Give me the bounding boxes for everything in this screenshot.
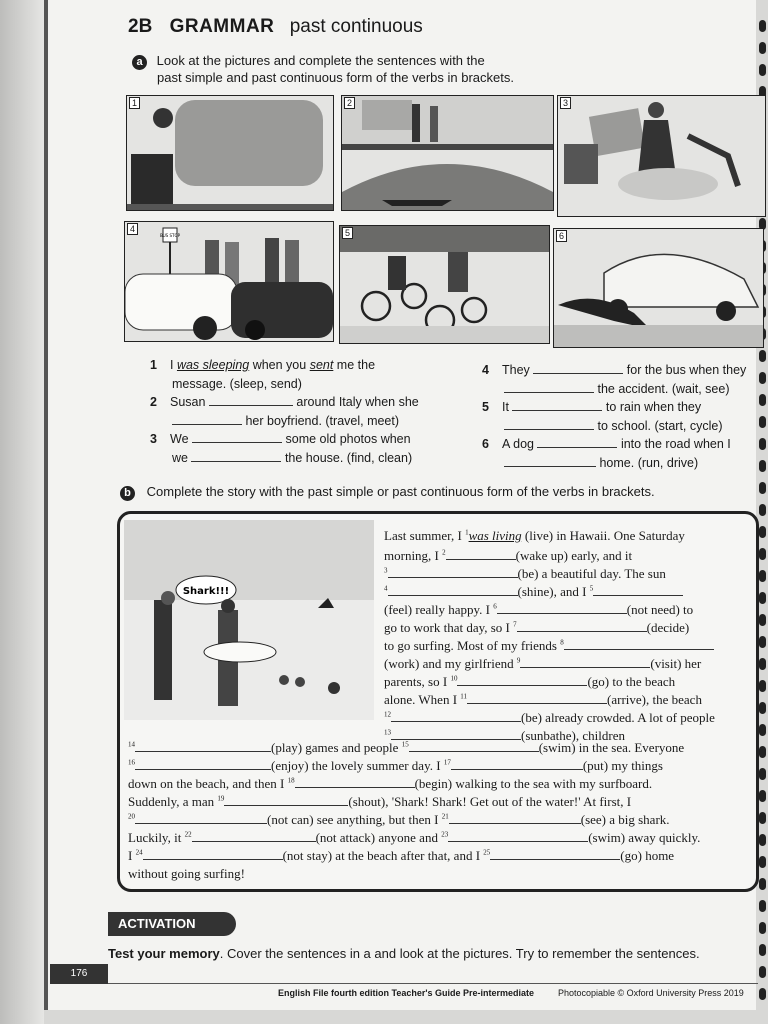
- story-line: [384, 692, 702, 708]
- gap-number: 13: [384, 728, 391, 737]
- sentence-text: to school. (start, cycle): [597, 418, 723, 433]
- gap-number: 14: [128, 740, 135, 749]
- sentence-text: some old photos when: [285, 432, 411, 446]
- story-answer-blank[interactable]: [388, 585, 518, 596]
- story-text: (be) a beautiful day. The sun: [517, 566, 666, 581]
- activation-label: ACTIVATION: [108, 912, 236, 936]
- sentence-1: [150, 356, 375, 393]
- sentence-text: home. (run, drive): [599, 455, 699, 470]
- story-line: [384, 602, 693, 618]
- story-text: (go) to the beach: [587, 674, 676, 689]
- picture-number: 6: [556, 230, 567, 242]
- binding-ring: [759, 746, 766, 758]
- story-answer-blank[interactable]: [388, 567, 518, 578]
- instruction-line-1: Look at the pictures and complete the sentences with the: [156, 53, 485, 68]
- sentence-text: It: [502, 400, 509, 414]
- binding-ring: [759, 20, 766, 32]
- story-text: down on the beach, and then I: [128, 776, 288, 791]
- sentence-number: 3: [150, 432, 157, 446]
- example-answer: was sleeping: [176, 358, 250, 372]
- binding-ring: [759, 680, 766, 692]
- binding-ring: [759, 878, 766, 890]
- story-answer-blank[interactable]: [295, 777, 415, 788]
- story-text: I: [128, 848, 136, 863]
- binding-ring: [759, 350, 766, 362]
- sentence-number: 5: [482, 400, 489, 414]
- instruction-text: Complete the story with the past simple or past continuous form of the verbs in brackets.: [146, 484, 655, 499]
- story-text: (feel) really happy. I: [384, 602, 494, 617]
- speech-bubble-text: Shark!!!: [182, 586, 230, 597]
- story-text: (swim) in the sea. Everyone: [538, 740, 685, 755]
- story-text: (play) games and people: [271, 740, 402, 755]
- story-answer-blank[interactable]: [517, 621, 647, 632]
- sentence-number: 4: [482, 363, 489, 377]
- gap-number: 23: [441, 830, 449, 839]
- gap-number: 8: [560, 638, 564, 647]
- answer-blank[interactable]: [192, 432, 282, 443]
- story-text: Last summer, I: [384, 528, 466, 543]
- story-text: (sunbathe), children: [521, 728, 625, 743]
- story-text: go to work that day, so I: [384, 620, 514, 635]
- story-text: (live) in Hawaii. One Saturday: [521, 528, 685, 543]
- answer-blank[interactable]: [533, 363, 623, 374]
- gap-number: 3: [384, 566, 388, 575]
- story-answer-blank[interactable]: [135, 813, 267, 824]
- picture-3: [557, 95, 766, 217]
- binding-ring: [759, 636, 766, 648]
- sentence-text: when you: [249, 358, 310, 372]
- beach-shark-illustration: [124, 520, 374, 720]
- bus-stop-accident-illustration: [125, 222, 333, 341]
- story-answer-blank[interactable]: [409, 741, 539, 752]
- story-text: (not stay) at the beach after that, and I: [282, 848, 484, 863]
- story-line: [128, 866, 245, 882]
- instruction-line-2: past simple and past continuous form of the verbs in brackets.: [157, 70, 514, 85]
- story-line: [384, 566, 666, 582]
- section-b-marker: b: [120, 486, 135, 501]
- answer-blank[interactable]: [209, 395, 293, 406]
- picture-number: 2: [344, 97, 355, 109]
- gap-number: 20: [128, 812, 135, 821]
- footer-book: English File fourth edition Teacher's Guide Pre-intermediate: [278, 988, 535, 998]
- story-answer-blank[interactable]: [451, 759, 583, 770]
- gap-number: 9: [516, 656, 521, 665]
- venice-canal-illustration: [342, 96, 553, 210]
- gap-number: 19: [217, 794, 225, 803]
- sleeping-illustration: [127, 96, 333, 210]
- footer-rule: [108, 983, 758, 984]
- sentence-number: 2: [150, 395, 157, 409]
- sentence-text: Susan: [170, 395, 206, 409]
- binding-ring: [759, 592, 766, 604]
- story-text: without going surfing!: [128, 866, 245, 881]
- story-text: (not attack) anyone and: [315, 830, 442, 845]
- binding-ring: [759, 658, 766, 670]
- binding-ring: [759, 812, 766, 824]
- activation-bold: Test your memory: [108, 946, 220, 961]
- binding-ring: [759, 834, 766, 846]
- story-answer-blank[interactable]: [446, 549, 516, 560]
- binding-ring: [759, 416, 766, 428]
- answer-blank[interactable]: [191, 451, 281, 462]
- gap-number: 2: [442, 548, 446, 557]
- binding-ring: [759, 570, 766, 582]
- activation-body: . Cover the sentences in a and look at the pictures. Try to remember the sentences.: [219, 946, 700, 961]
- story-answer-blank[interactable]: [448, 831, 588, 842]
- sentence-text: we: [172, 450, 188, 465]
- story-answer-blank[interactable]: [192, 831, 316, 842]
- story-answer-blank[interactable]: [135, 741, 271, 752]
- picture-number: 3: [560, 97, 571, 109]
- binding-ring: [759, 702, 766, 714]
- binding-ring: [759, 922, 766, 934]
- story-text: (put) my things: [582, 758, 663, 773]
- story-line: [128, 812, 670, 828]
- picture-6: [553, 228, 764, 348]
- answer-blank[interactable]: [504, 456, 596, 467]
- gap-number: 6: [493, 602, 497, 611]
- story-line: [384, 584, 683, 600]
- sentence-number: 1: [150, 358, 157, 372]
- bus-stop-sign-label: BUS STOP: [159, 233, 181, 238]
- story-text: (enjoy) the lovely summer day. I: [271, 758, 444, 773]
- story-answer-blank[interactable]: [224, 795, 348, 806]
- binding-ring: [759, 548, 766, 560]
- gap-number: 7: [513, 620, 517, 629]
- gap-number: 24: [135, 848, 143, 857]
- story-answer-blank[interactable]: [467, 693, 607, 704]
- example-answer: was living: [468, 528, 522, 543]
- sentence-text: We: [170, 432, 189, 446]
- sentence-text: her boyfriend. (travel, meet): [245, 413, 400, 428]
- binding-ring: [759, 482, 766, 494]
- story-text: (be) already crowded. A lot of people: [521, 710, 715, 725]
- binding-ring: [759, 614, 766, 626]
- story-text: (go) home: [620, 848, 675, 863]
- story-line: [384, 548, 632, 564]
- binding-ring: [759, 966, 766, 978]
- story-text: (see) a big shark.: [580, 812, 670, 827]
- gap-number: 4: [384, 584, 388, 593]
- story-answer-blank[interactable]: [520, 657, 650, 668]
- answer-blank[interactable]: [537, 437, 617, 448]
- story-line: [384, 528, 685, 544]
- sentence-text: A dog: [502, 437, 534, 451]
- sentence-text: They: [502, 363, 530, 377]
- binding-ring: [759, 460, 766, 472]
- sentence-4: [482, 361, 746, 398]
- story-text: alone. When I: [384, 692, 461, 707]
- story-text: parents, so I: [384, 674, 451, 689]
- binding-ring: [759, 724, 766, 736]
- story-line: [384, 710, 715, 726]
- gap-number: 18: [287, 776, 295, 785]
- picture-number: 4: [127, 223, 138, 235]
- story-line: [384, 620, 689, 636]
- story-line: [128, 740, 684, 756]
- gap-number: 15: [401, 740, 409, 749]
- gap-number: 22: [184, 830, 192, 839]
- gap-number: 25: [483, 848, 491, 857]
- sentence-text: I: [170, 358, 177, 372]
- answer-blank[interactable]: [504, 382, 594, 393]
- unit-code: 2B: [128, 16, 153, 37]
- binding-ring: [759, 394, 766, 406]
- answer-blank[interactable]: [512, 400, 602, 411]
- story-line: [384, 656, 701, 672]
- sentence-text: into the road when I: [620, 437, 731, 451]
- scan-left-margin: [0, 0, 44, 1024]
- binding-ring: [759, 944, 766, 956]
- story-line: [128, 758, 663, 774]
- page-number: 176: [50, 964, 108, 984]
- sentence-5: [482, 398, 723, 435]
- sentence-6: [482, 435, 731, 472]
- section-a-marker: a: [132, 55, 147, 70]
- gap-number: 11: [460, 692, 468, 701]
- story-answer-blank[interactable]: [457, 675, 587, 686]
- sentence-2: [150, 393, 419, 430]
- section-a-instruction: [132, 53, 514, 86]
- sentence-text: message. (sleep, send): [172, 376, 302, 391]
- story-text: (swim) away quickly.: [588, 830, 701, 845]
- story-text: (visit) her: [650, 656, 702, 671]
- example-answer: sent: [309, 358, 334, 372]
- answer-blank[interactable]: [504, 419, 594, 430]
- story-answer-blank[interactable]: [497, 603, 627, 614]
- gap-number: 17: [443, 758, 451, 767]
- story-text: (not need) to: [626, 602, 694, 617]
- story-text: to go surfing. Most of my friends: [384, 638, 561, 653]
- sentence-text: around Italy when she: [296, 395, 419, 409]
- story-text: (begin) walking to the sea with my surfboard.: [414, 776, 653, 791]
- gap-number: 16: [128, 758, 135, 767]
- story-answer-blank[interactable]: [564, 639, 714, 650]
- binding-ring: [759, 504, 766, 516]
- gap-number: 10: [450, 674, 458, 683]
- picture-2: [341, 95, 554, 211]
- story-text: (not can) see anything, but then I: [267, 812, 442, 827]
- section-subtitle: past continuous: [289, 16, 423, 37]
- story-text: Suddenly, a man: [128, 794, 218, 809]
- story-answer-blank[interactable]: [449, 813, 581, 824]
- gap-number: 12: [384, 710, 391, 719]
- story-line: [128, 776, 652, 792]
- story-answer-blank[interactable]: [391, 711, 521, 722]
- binding-ring: [759, 768, 766, 780]
- story-line: [128, 830, 700, 846]
- sentence-text: to rain when they: [605, 400, 702, 414]
- story-text: (shine), and I: [517, 584, 590, 599]
- page-title: [128, 16, 423, 38]
- story-text: (decide): [646, 620, 690, 635]
- sentence-text: for the bus when they: [626, 363, 747, 377]
- answer-blank[interactable]: [172, 414, 242, 425]
- sentence-number: 6: [482, 437, 489, 451]
- binding-ring: [759, 856, 766, 868]
- picture-4: [124, 221, 334, 342]
- gap-number: 1: [465, 528, 469, 537]
- story-answer-blank[interactable]: [490, 849, 620, 860]
- story-line: [384, 638, 714, 654]
- story-text: morning, I: [384, 548, 443, 563]
- sentence-text: the house. (find, clean): [284, 450, 413, 465]
- binding-ring: [759, 372, 766, 384]
- story-line: [384, 674, 675, 690]
- sentence-3: [150, 430, 412, 467]
- gap-number: 5: [589, 584, 594, 593]
- binding-ring: [759, 988, 766, 1000]
- section-title: GRAMMAR: [169, 16, 275, 37]
- binding-ring: [759, 790, 766, 802]
- story-answer-blank[interactable]: [593, 585, 683, 596]
- cycling-rain-illustration: [340, 226, 549, 343]
- story-line: [128, 794, 631, 810]
- activation-text: [108, 946, 700, 961]
- binding-ring: [759, 526, 766, 538]
- story-text: (shout), 'Shark! Shark! Get out of the water!' At first, I: [348, 794, 632, 809]
- sentence-text: me the: [333, 358, 376, 372]
- story-text: Luckily, it: [128, 830, 185, 845]
- picture-5: [339, 225, 550, 344]
- story-text: (arrive), the beach: [607, 692, 702, 707]
- binding-ring: [759, 42, 766, 54]
- story-answer-blank[interactable]: [391, 729, 521, 740]
- story-answer-blank[interactable]: [135, 759, 271, 770]
- story-text: (work) and my girlfriend: [384, 656, 517, 671]
- picture-number: 5: [342, 227, 353, 239]
- story-answer-blank[interactable]: [143, 849, 283, 860]
- cleaning-house-illustration: [558, 96, 765, 216]
- picture-number: 1: [129, 97, 140, 109]
- binding-ring: [759, 438, 766, 450]
- story-text: (wake up) early, and it: [515, 548, 633, 563]
- story-line: [128, 848, 674, 864]
- section-b-instruction: [120, 484, 655, 501]
- footer-copyright: Photocopiable © Oxford University Press 2019: [558, 988, 744, 998]
- gap-number: 21: [441, 812, 449, 821]
- page-spine: [44, 0, 48, 1010]
- sentence-text: the accident. (wait, see): [597, 381, 730, 396]
- dog-running-car-illustration: [554, 229, 763, 347]
- binding-ring: [759, 64, 766, 76]
- binding-ring: [759, 900, 766, 912]
- picture-1: [126, 95, 334, 211]
